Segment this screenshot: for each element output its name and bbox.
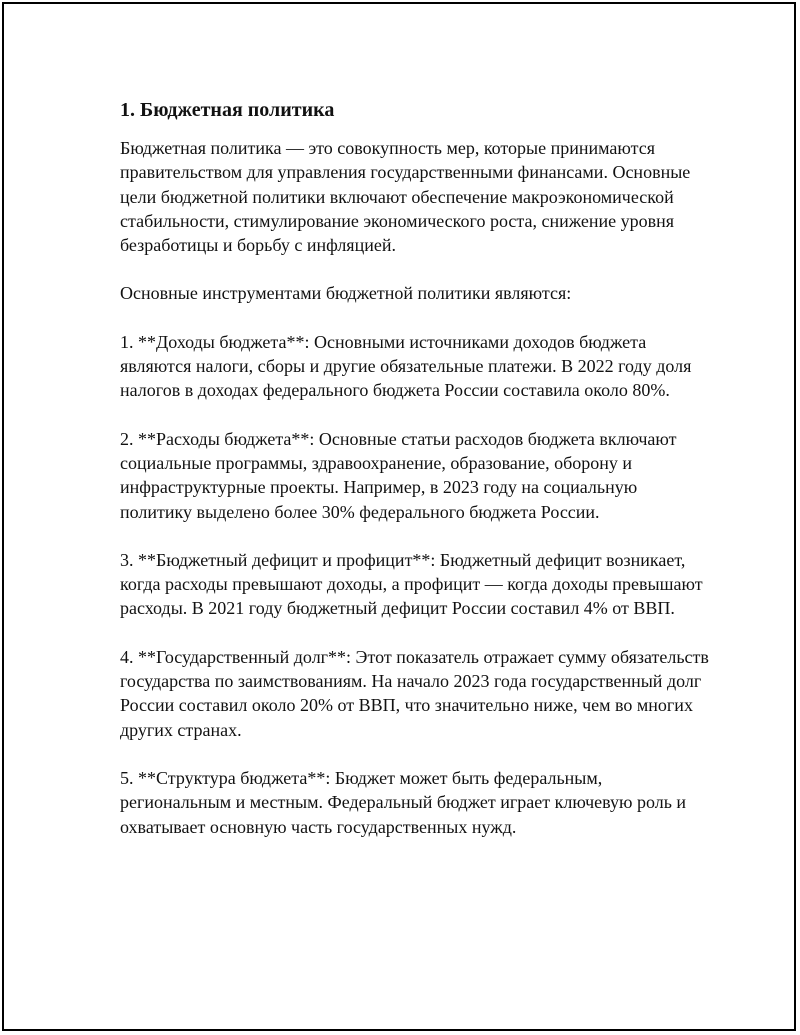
section-heading: 1. Бюджетная политика xyxy=(120,99,335,121)
document-body xyxy=(120,96,710,839)
paragraph-instruments-intro: Основные инструментами бюджетной политики являются: xyxy=(120,283,572,304)
paragraph-item-2-expenditures: 2. **Расходы бюджета**: Основные статьи расходов бюджета включают социальные программы, здравоохранение, образование, оборону и инфраструктурные проекты. Например, в 2023 году на социальную политику выделено более 30% федерального бюджета России. xyxy=(120,428,677,522)
paragraph-item-5-budget-structure: 5. **Структура бюджета**: Бюджет может быть федеральным, региональным и местным. Федеральный бюджет играет ключевую роль и охватывает основную часть государственных нужд. xyxy=(120,767,687,837)
paragraph-intro: Бюджетная политика — это совокупность мер, которые принимаются правительством для управления государственными финансами. Основные цели бюджетной политики включают обеспечение макроэкономической стабильности, стимулирование экономического роста, снижение уровня безработицы и борьбу с инфляцией. xyxy=(120,138,691,256)
paragraph-item-4-public-debt: 4. **Государственный долг**: Этот показатель отражает сумму обязательств государства по заимствованиям. На начало 2023 года государственный долг России составил около 20% от ВВП, что значительно ниже, чем во многих других странах. xyxy=(120,646,709,740)
document-page xyxy=(2,2,796,1031)
paragraph-item-3-deficit-surplus: 3. **Бюджетный дефицит и профицит**: Бюджетный дефицит возникает, когда расходы превышают доходы, а профицит — когда доходы превышают расходы. В 2021 году бюджетный дефицит России составил 4% от ВВП. xyxy=(120,549,703,619)
paragraph-item-1-revenues: 1. **Доходы бюджета**: Основными источниками доходов бюджета являются налоги, сборы и другие обязательные платежи. В 2022 году доля налогов в доходах федерального бюджета России составила около 80%. xyxy=(120,331,692,401)
